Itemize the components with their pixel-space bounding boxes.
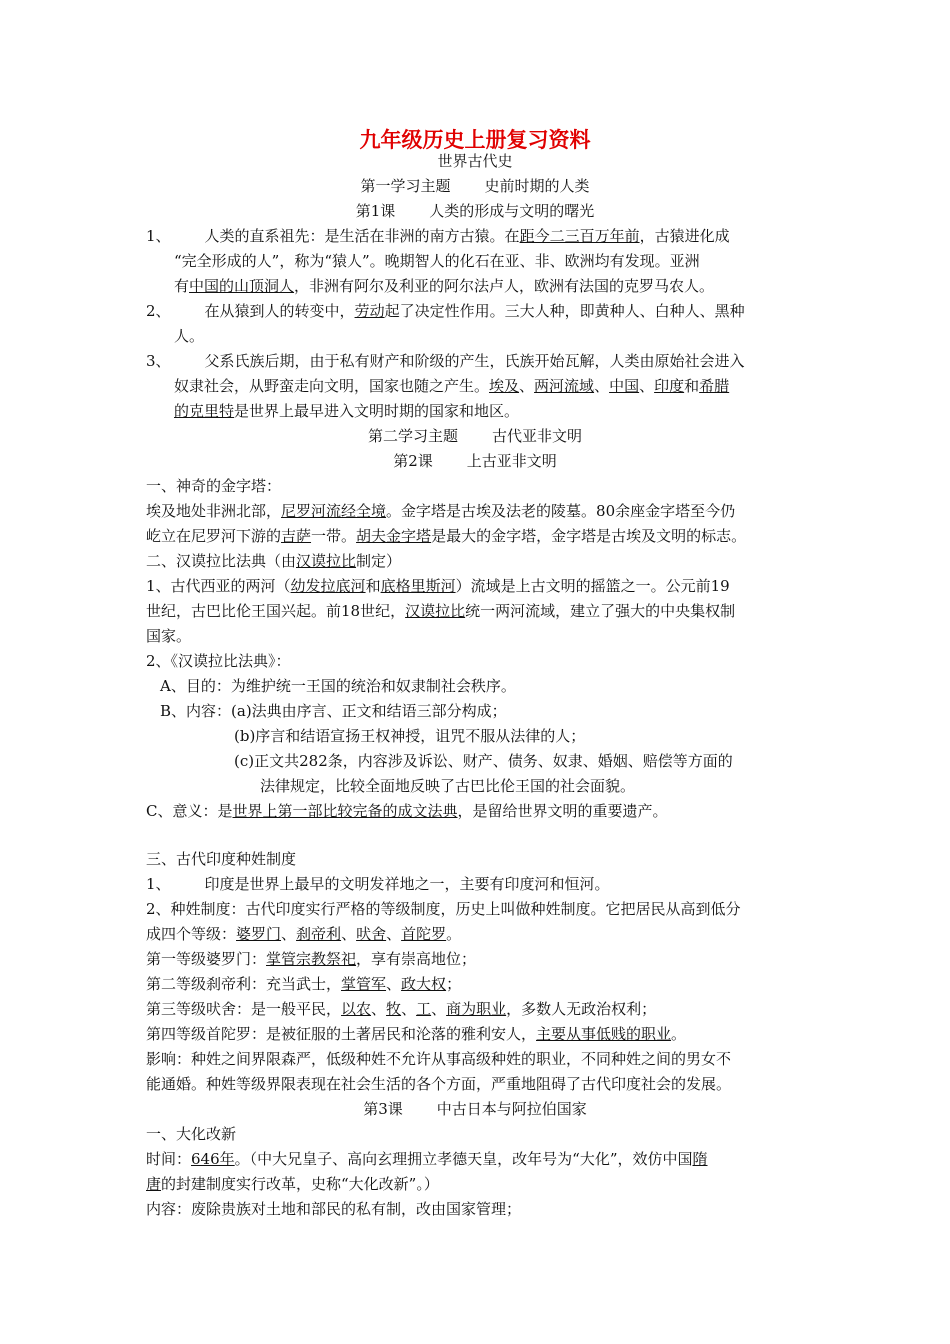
paragraph-2-line-1: 2、 在从猿到人的转变中，劳动起了决定性作用。三大人种，即黄种人、白种人、黑种 [146, 302, 745, 320]
paragraph-1-line-1: 1、 人类的直系祖先：是生活在非洲的南方古猿。在距今二三百万年前，古猿进化成 [146, 227, 730, 245]
hammurabi-b2: (b)序言和结语宣扬王权神授，诅咒不服从法律的人； [234, 727, 586, 745]
paragraph-3-line-3: 的克里特是世界上最早进入文明时期的国家和地区。 [174, 402, 520, 420]
page-title: 九年级历史上册复习资料 [359, 128, 591, 152]
lesson3-heading: 第3课 中古日本与阿拉伯国家 [363, 1100, 587, 1118]
caste-influence-line-2: 能通婚。种姓等级界限表现在社会生活的各个方面，严重地阻碍了古代印度社会的发展。 [146, 1075, 732, 1093]
theme2-heading: 第二学习主题 古代亚非文明 [367, 427, 583, 445]
hammurabi-c: C、意义：是世界上第一部比较完备的成文法典，是留给世界文明的重要遗产。 [146, 802, 668, 820]
caste-influence-line-1: 影响：种姓之间界限森严，低级种姓不允许从事高级种姓的职业，不同种姓之间的男女不 [146, 1050, 732, 1068]
caste-grade-4: 第四等级首陀罗：是被征服的土著居民和沦落的雅利安人，主要从事低贱的职业。 [146, 1025, 687, 1043]
caste-p2-line-1: 2、种姓制度：古代印度实行严格的等级制度，历史上叫做种姓制度。它把居民从高到低分 [146, 900, 741, 918]
taika-content: 内容：废除贵族对土地和部民的私有制，改由国家管理； [146, 1200, 522, 1218]
hammurabi-p1-line-1: 1、古代西亚的两河（幼发拉底河和底格里斯河）流域是上古文明的摇篮之一。公元前19 [146, 577, 730, 595]
hammurabi-p1-line-3: 国家。 [146, 627, 192, 645]
hammurabi-b4: 法律规定，比较全面地反映了古巴比伦王国的社会面貌。 [260, 777, 636, 795]
hammurabi-a: A、目的：为维护统一王国的统治和奴隶制社会秩序。 [160, 677, 516, 695]
caste-p2-line-2: 成四个等级：婆罗门、刹帝利、吠舍、首陀罗。 [146, 925, 462, 943]
taika-time-line-1: 时间：646年。（中大兄皇子、高向玄理拥立孝德天皇，改年号为“大化”，效仿中国隋 [146, 1150, 708, 1168]
section-taika-heading: 一、大化改新 [146, 1125, 237, 1143]
section-pyramid-heading: 一、神奇的金字塔： [146, 477, 282, 495]
hammurabi-p1-line-2: 世纪，古巴比伦王国兴起。前18世纪，汉谟拉比统一两河流域，建立了强大的中央集权制 [146, 602, 736, 620]
paragraph-2-line-2: 人。 [174, 327, 205, 345]
caste-p1: 1、 印度是世界上最早的文明发祥地之一，主要有印度河和恒河。 [146, 875, 610, 893]
lesson2-heading: 第2课 上古亚非文明 [393, 452, 557, 470]
paragraph-3-line-2: 奴隶社会，从野蛮走向文明，国家也随之产生。埃及、两河流域、中国、印度和希腊 [174, 377, 730, 395]
caste-grade-3: 第三等级吠舍：是一般平民，以农、牧、工、商为职业，多数人无政治权利； [146, 1000, 657, 1018]
taika-time-line-2: 唐的封建制度实行改革，史称“大化改新”。） [146, 1175, 439, 1193]
paragraph-1-line-2: “完全形成的人”，称为“猿人”。晚期智人的化石在亚、非、欧洲均有发现。亚洲 [174, 252, 700, 270]
section-caste-heading: 三、古代印度种姓制度 [146, 850, 297, 868]
paragraph-1-line-3: 有中国的山顶洞人，非洲有阿尔及利亚的阿尔法卢人，欧洲有法国的克罗马农人。 [174, 277, 715, 295]
hammurabi-b1: B、内容：(a)法典由序言、正文和结语三部分构成； [160, 702, 507, 720]
subtitle: 世界古代史 [437, 152, 513, 170]
pyramid-line-1: 埃及地处非洲北部，尼罗河流经全境。金字塔是古埃及法老的陵墓。80余座金字塔至今仍 [146, 502, 736, 520]
section-hammurabi-heading: 二、汉谟拉比法典（由汉谟拉比制定） [146, 552, 402, 570]
caste-grade-2: 第二等级刹帝利：充当武士，掌管军、政大权； [146, 975, 462, 993]
hammurabi-p2: 2、《汉谟拉比法典》： [146, 652, 291, 670]
hammurabi-b3: (c)正文共282条，内容涉及诉讼、财产、债务、奴隶、婚姻、赔偿等方面的 [234, 752, 733, 770]
lesson1-heading: 第1课 人类的形成与文明的曙光 [355, 202, 595, 220]
pyramid-line-2: 屹立在尼罗河下游的吉萨一带。胡夫金字塔是最大的金字塔，金字塔是古埃及文明的标志。 [146, 527, 747, 545]
caste-grade-1: 第一等级婆罗门：掌管宗教祭祀，享有崇高地位； [146, 950, 477, 968]
theme1-heading: 第一学习主题 史前时期的人类 [360, 177, 590, 195]
paragraph-3-line-1: 3、 父系氏族后期，由于私有财产和阶级的产生，氏族开始瓦解，人类由原始社会进入 [146, 352, 745, 370]
